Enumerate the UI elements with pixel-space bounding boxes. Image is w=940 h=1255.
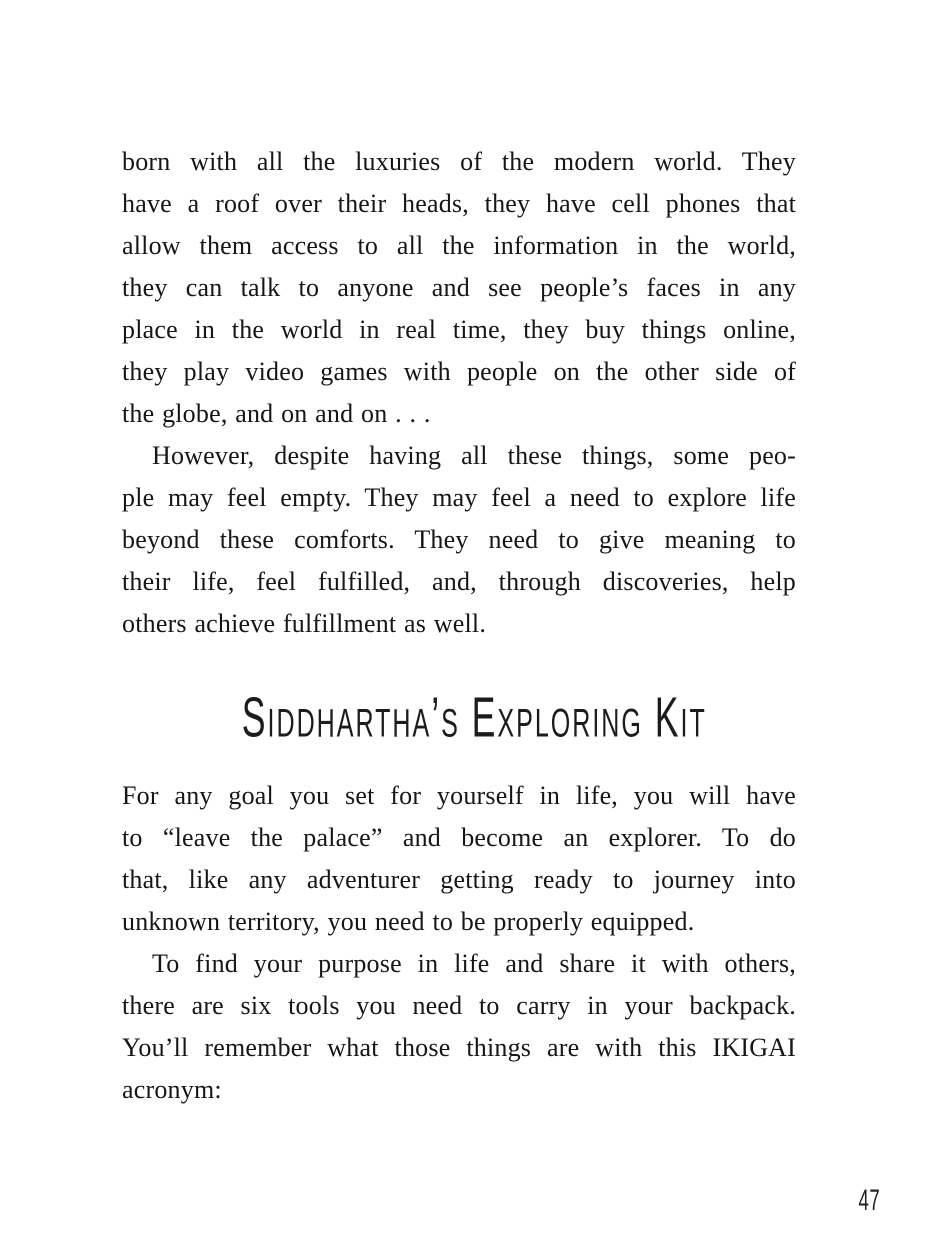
text-line: acronym: [122, 1075, 222, 1104]
text-line: ple may feel empty. They may feel a need to explore life [122, 483, 796, 512]
text-line: You’ll remember what those things are with this IKIGAI [122, 1033, 796, 1062]
text-line: their life, feel fulfilled, and, through discoveries, help [122, 567, 796, 596]
section-heading [122, 687, 796, 749]
text-line: beyond these comforts. They need to give meaning to [122, 525, 796, 554]
text-line: unknown territory, you need to be properly equipped. [122, 907, 695, 936]
text-line: To find your purpose in life and share it with others, [152, 949, 796, 978]
text-line: have a roof over their heads, they have cell phones that [122, 189, 796, 218]
text-line: to “leave the palace” and become an explorer. To do [122, 823, 796, 852]
text-line: born with all the luxuries of the modern world. They [122, 147, 796, 176]
section-heading-text: Siddhartha’s Exploring Kit [241, 686, 707, 750]
page-text-block [122, 141, 796, 1111]
text-line: the globe, and on and on . . . [122, 399, 431, 428]
text-line: they play video games with people on the other side of [122, 357, 796, 386]
text-line: allow them access to all the information in the world, [122, 231, 796, 260]
text-line: they can talk to anyone and see people’s faces in any [122, 273, 796, 302]
text-line: place in the world in real time, they buy things online, [122, 315, 796, 344]
text-line: However, despite having all these things, some peo- [152, 441, 796, 470]
paragraphs-after-heading [122, 775, 796, 1111]
text-line: For any goal you set for yourself in life, you will have [122, 781, 796, 810]
text-line: others achieve fulfillment as well. [122, 609, 487, 638]
page-number: 47 [858, 1184, 880, 1217]
text-line: there are six tools you need to carry in your backpack. [122, 991, 796, 1020]
paragraphs-before-heading [122, 141, 796, 645]
text-line: that, like any adventurer getting ready to journey into [122, 865, 796, 894]
